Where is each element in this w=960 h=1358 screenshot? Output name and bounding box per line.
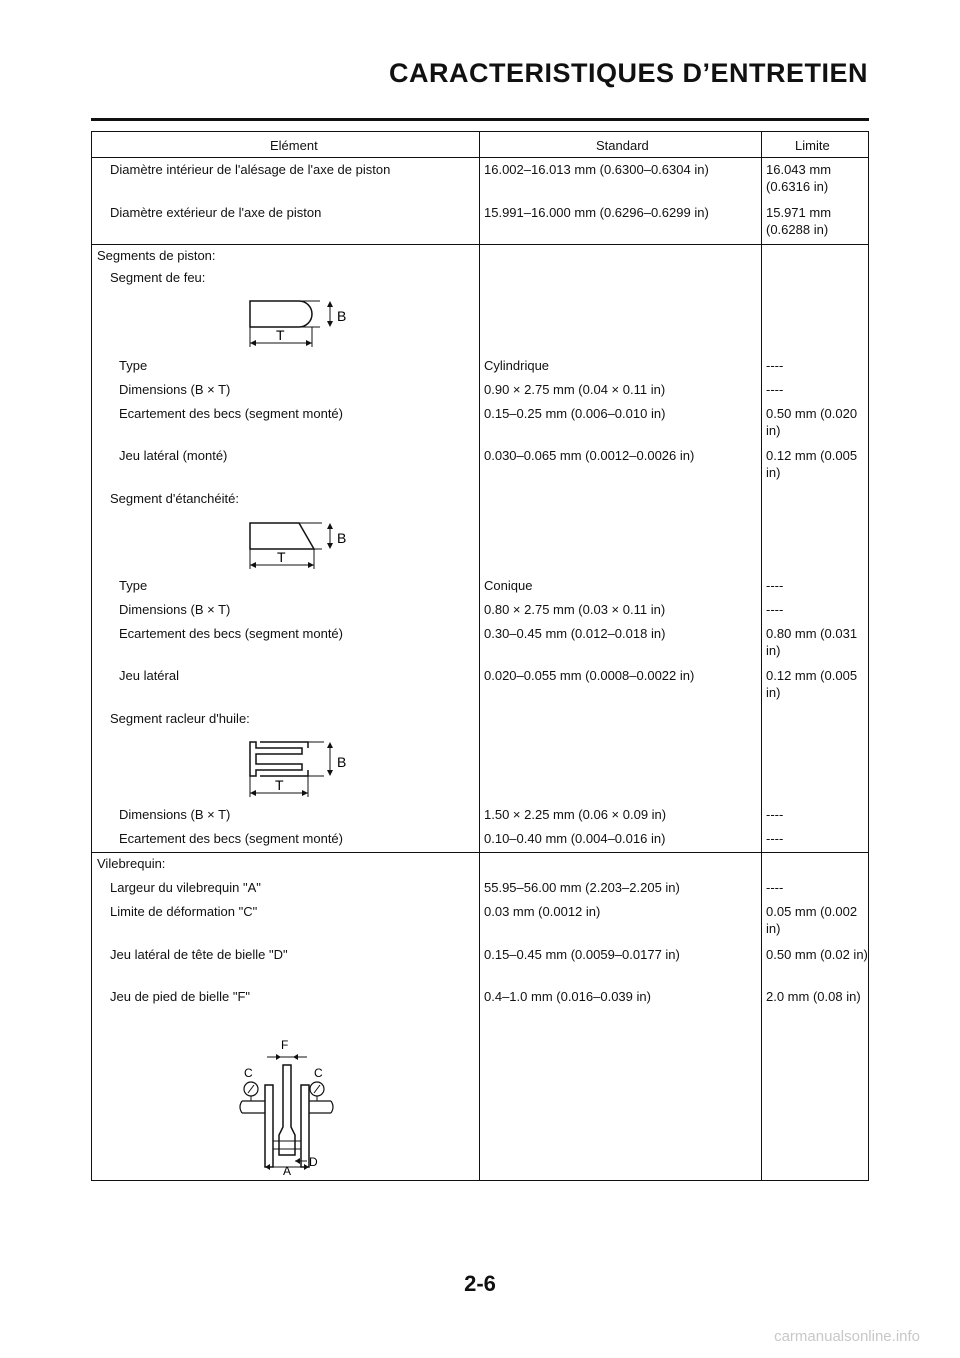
crank-journals — [242, 1101, 331, 1113]
page-number: 2-6 — [464, 1271, 496, 1296]
row-limit: 0.05 mm (0.002 in) — [766, 904, 858, 936]
row-limit: 15.971 mm (0.6288 in) — [766, 205, 832, 237]
row-standard: 0.15–0.45 mm (0.0059–0.0177 in) — [484, 947, 680, 962]
row-limit: 0.50 mm (0.02 in) — [766, 947, 868, 962]
row-item: Jeu latéral (monté) — [119, 448, 228, 463]
section-heading: Vilebrequin: — [97, 856, 166, 871]
header-divider — [92, 157, 868, 158]
row-item: Dimensions (B × T) — [119, 807, 231, 822]
row-standard: 0.03 mm (0.0012 in) — [484, 904, 601, 919]
gauge-needle — [248, 1085, 254, 1093]
second-ring-diagram — [242, 515, 372, 575]
row-standard: 55.95–56.00 mm (2.203–2.205 in) — [484, 880, 680, 895]
row-item: Jeu latéral de tête de bielle "D" — [110, 947, 288, 962]
journal-ends — [240, 1101, 333, 1113]
row-limit: 16.043 mm (0.6316 in) — [766, 162, 832, 194]
row-item: Ecartement des becs (segment monté) — [119, 406, 343, 421]
row-limit: ---- — [766, 880, 784, 895]
row-item: Largeur du vilebrequin "A" — [110, 880, 261, 895]
row-standard: Conique — [484, 578, 533, 593]
dim-label-b: B — [337, 308, 347, 324]
row-standard: 1.50 × 2.25 mm (0.06 × 0.09 in) — [484, 807, 667, 822]
row-standard: 15.991–16.000 mm (0.6296–0.6299 in) — [484, 205, 709, 220]
label-d: D — [309, 1155, 318, 1169]
dim-label-b: B — [337, 530, 347, 546]
top-ring-diagram — [242, 292, 372, 352]
crank-web-right — [301, 1085, 309, 1167]
row-limit: ---- — [766, 578, 784, 593]
row-limit: 0.50 mm (0.020 in) — [766, 406, 858, 438]
row-item: Diamètre extérieur de l'axe de piston — [110, 205, 322, 220]
label-f: F — [281, 1038, 289, 1052]
dim-label-b: B — [337, 754, 347, 770]
row-item: Ecartement des becs (segment monté) — [119, 626, 343, 641]
row-limit: ---- — [766, 358, 784, 373]
row-standard: 0.90 × 2.75 mm (0.04 × 0.11 in) — [484, 382, 666, 397]
row-item: Type — [119, 578, 148, 593]
row-item: Jeu de pied de bielle "F" — [110, 989, 251, 1004]
row-standard: 0.10–0.40 mm (0.004–0.016 in) — [484, 831, 666, 846]
dim-label-t: T — [276, 327, 285, 343]
column-header-element: Elément — [270, 138, 318, 153]
column-divider — [761, 132, 762, 1180]
row-standard: 0.4–1.0 mm (0.016–0.039 in) — [484, 989, 651, 1004]
oil-ring-diagram — [242, 735, 372, 803]
row-standard: 0.30–0.45 mm (0.012–0.018 in) — [484, 626, 666, 641]
row-limit: ---- — [766, 382, 784, 397]
watermark: carmanualsonline.info — [774, 1328, 920, 1345]
subsection-heading: Segment de feu: — [110, 270, 206, 285]
ring-profile — [250, 742, 302, 776]
crankshaft-diagram — [237, 1035, 337, 1175]
row-standard: 16.002–16.013 mm (0.6300–0.6304 in) — [484, 162, 709, 177]
subsection-heading: Segment d'étanchéité: — [110, 491, 239, 506]
row-limit: ---- — [766, 602, 784, 617]
title-rule — [91, 118, 869, 121]
row-limit: 2.0 mm (0.08 in) — [766, 989, 861, 1004]
row-item: Ecartement des becs (segment monté) — [119, 831, 343, 846]
row-limit: ---- — [766, 831, 784, 846]
row-item: Diamètre intérieur de l'alésage de l'axe de piston — [110, 162, 391, 177]
dim-arrows — [295, 1158, 300, 1164]
dim-label-t: T — [275, 777, 284, 793]
row-item: Type — [119, 358, 148, 373]
subsection-heading: Segment racleur d'huile: — [110, 711, 250, 726]
column-divider — [479, 132, 480, 1180]
row-standard: 0.15–0.25 mm (0.006–0.010 in) — [484, 406, 666, 421]
row-item: Dimensions (B × T) — [119, 382, 231, 397]
page-title: CARACTERISTIQUES D’ENTRETIEN — [388, 58, 868, 88]
label-c-right: C — [314, 1066, 323, 1080]
row-item: Jeu latéral — [119, 668, 179, 683]
row-standard: 0.80 × 2.75 mm (0.03 × 0.11 in) — [484, 602, 666, 617]
row-standard: 0.030–0.065 mm (0.0012–0.0026 in) — [484, 448, 695, 463]
crank-web-left — [265, 1085, 273, 1167]
spec-table — [91, 131, 869, 1181]
group-divider — [92, 852, 868, 853]
label-c-left: C — [244, 1066, 253, 1080]
row-limit: 0.12 mm (0.005 in) — [766, 668, 858, 700]
dim-label-t: T — [277, 549, 286, 565]
ring-rails — [260, 742, 308, 776]
section-heading: Segments de piston: — [97, 248, 216, 263]
row-standard: Cylindrique — [484, 358, 550, 373]
row-limit: 0.80 mm (0.031 in) — [766, 626, 858, 658]
group-divider — [92, 244, 868, 245]
label-a: A — [283, 1164, 292, 1175]
row-limit: ---- — [766, 807, 784, 822]
row-standard: 0.020–0.055 mm (0.0008–0.0022 in) — [484, 668, 695, 683]
column-header-standard: Standard — [596, 138, 649, 153]
row-item: Dimensions (B × T) — [119, 602, 231, 617]
ring-profile — [250, 301, 312, 327]
ring-profile — [250, 523, 314, 549]
row-limit: 0.12 mm (0.005 in) — [766, 448, 858, 480]
gauge-needle — [314, 1085, 320, 1093]
row-item: Limite de déformation "C" — [110, 904, 258, 919]
column-header-limit: Limite — [795, 138, 830, 153]
